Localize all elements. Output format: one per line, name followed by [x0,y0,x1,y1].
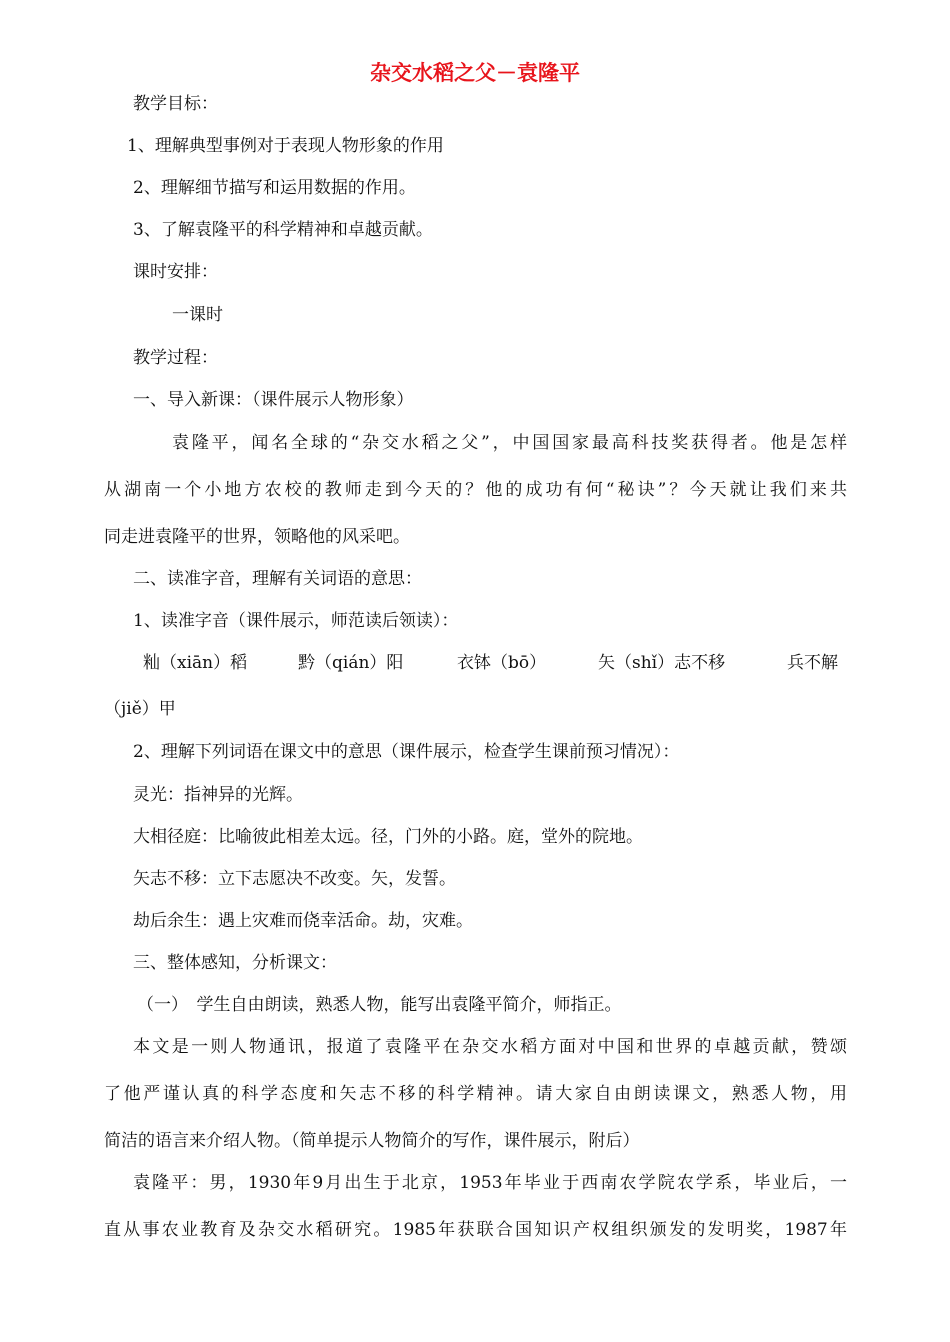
objective-item: 2、理解细节描写和运用数据的作用。 [133,178,416,198]
pronunciation-item: 籼（xiān）稻 [143,653,248,673]
vocabulary-item: 大相径庭：比喻彼此相差太远。径，门外的小路。庭，堂外的院地。 [133,827,643,847]
pronunciation-item: 兵不解 [787,653,838,673]
part3-subheading: （一） 学生自由朗读，熟悉人物，能写出袁隆平简介，师指正。 [137,995,622,1015]
part1-heading: 一、导入新课：（课件展示人物形象） [133,390,414,410]
part3-heading: 三、整体感知，分析课文： [133,953,337,973]
objectives-heading: 教学目标： [133,94,218,114]
vocabulary-heading: 2、理解下列词语在课文中的意思（课件展示，检查学生课前预习情况）： [133,742,680,762]
document-title: 杂交水稻之父－袁隆平 [370,61,580,85]
vocabulary-item: 劫后余生：遇上灾难而侥幸活命。劫，灾难。 [133,911,473,931]
pronunciation-item: 黔（qián）阳 [298,653,404,673]
body-paragraph-line: 简洁的语言来介绍人物。（简单提示人物简介的写作，课件展示，附后） [104,1131,640,1151]
pronunciation-continuation: （jiě）甲 [104,699,176,719]
pronunciation-item: 矢（shǐ）志不移 [598,653,726,673]
pronunciation-heading: 1、读准字音（课件展示，师范读后领读）： [133,611,459,631]
body-paragraph-line: 本文是一则人物通讯，报道了袁隆平在杂交水稻方面对中国和世界的卓越贡献，赞颂 [133,1037,847,1057]
intro-paragraph-line: 从湖南一个小地方农校的教师走到今天的？他的成功有何“秘诀”？今天就让我们来共 [104,480,847,500]
vocabulary-item: 矢志不移：立下志愿决不改变。矢，发誓。 [133,869,456,889]
profile-paragraph-line: 袁隆平：男，1930年9月出生于北京，1953年毕业于西南农学院农学系，毕业后，一 [133,1173,847,1193]
process-heading: 教学过程： [133,348,218,368]
objective-item: 3、了解袁隆平的科学精神和卓越贡献。 [133,220,433,240]
vocabulary-item: 灵光：指神异的光辉。 [133,785,303,805]
objective-item: 1、理解典型事例对于表现人物形象的作用 [127,136,444,156]
pronunciation-item: 衣钵（bō） [457,653,547,673]
schedule-value: 一课时 [172,305,223,325]
schedule-heading: 课时安排： [133,262,218,282]
intro-paragraph-line: 袁隆平，闻名全球的“杂交水稻之父”，中国国家最高科技奖获得者。他是怎样 [172,433,847,453]
body-paragraph-line: 了他严谨认真的科学态度和矢志不移的科学精神。请大家自由朗读课文，熟悉人物，用 [104,1084,847,1104]
intro-paragraph-line: 同走进袁隆平的世界，领略他的风采吧。 [104,527,410,547]
part2-heading: 二、读准字音，理解有关词语的意思： [133,569,422,589]
profile-paragraph-line: 直从事农业教育及杂交水稻研究。1985年获联合国知识产权组织颁发的发明奖，1987年 [104,1220,847,1240]
